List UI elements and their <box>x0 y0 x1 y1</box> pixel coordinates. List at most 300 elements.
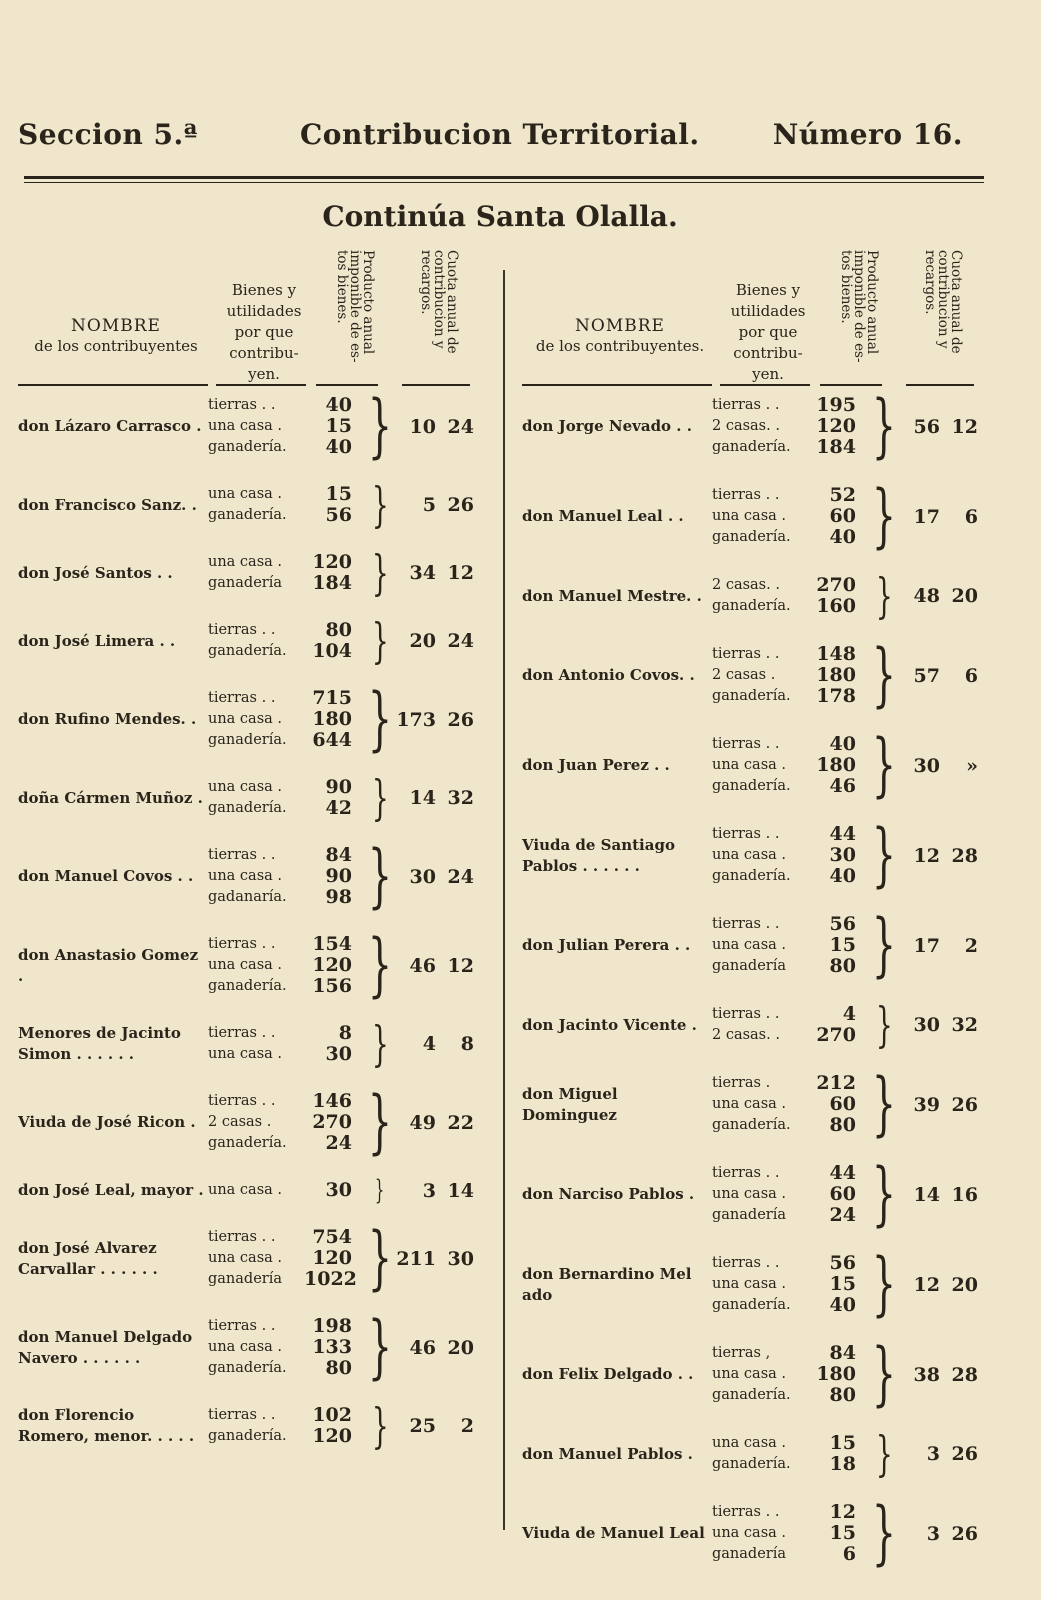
property-label: ganadería. <box>208 1135 287 1151</box>
property-item <box>208 1044 368 1065</box>
product-value: 30 <box>829 844 856 866</box>
property-label: ganadería. <box>712 1297 791 1313</box>
property-item <box>712 1544 872 1565</box>
cuota-reales: 20 <box>409 630 436 652</box>
product-value: 180 <box>816 754 856 776</box>
cuota-reales: 46 <box>409 1336 436 1359</box>
property-label: una casa . <box>208 1046 283 1062</box>
property-label: tierras . . <box>208 936 276 952</box>
property-item <box>208 1405 368 1426</box>
contributor-name: Viuda de Manuel Leal <box>522 1524 705 1542</box>
property-item <box>712 686 872 707</box>
property-item <box>712 506 872 527</box>
product-value: 60 <box>829 505 856 527</box>
cuota-value <box>896 585 978 607</box>
property-items <box>208 1180 368 1201</box>
contributor-name: don Narciso Pablos . <box>522 1185 695 1203</box>
property-item <box>208 688 368 709</box>
cuota-maravedis: 26 <box>951 1093 978 1116</box>
product-value: 133 <box>312 1336 352 1358</box>
product-value: 40 <box>829 526 856 548</box>
brace: } <box>371 545 389 601</box>
entries-list <box>18 386 493 1454</box>
product-value: 754 <box>312 1226 352 1248</box>
property-item <box>712 1004 872 1025</box>
property-item <box>208 955 368 976</box>
property-label: tierras . . <box>208 622 276 638</box>
brace: } <box>875 997 893 1053</box>
property-items <box>208 777 368 819</box>
property-label: ganadería <box>208 575 282 591</box>
contributor-name: don Julian Perera . . <box>522 936 691 954</box>
brace: } <box>875 1426 893 1482</box>
header-cuota: Cuota anual de contribucion y recargos. <box>922 250 964 354</box>
cuota-maravedis: 32 <box>447 787 474 809</box>
cuota-value <box>392 1248 474 1270</box>
product-value: 15 <box>829 1432 856 1454</box>
product-value: 44 <box>829 1162 856 1184</box>
contributor-name: don Jorge Nevado . . <box>522 417 692 435</box>
property-label: ganadería. <box>208 978 287 994</box>
property-item <box>208 505 368 526</box>
contributor-name: don Lázaro Carrasco . <box>18 417 202 435</box>
contributor-name: don José Limera . . <box>18 631 176 650</box>
property-items <box>712 914 872 977</box>
property-label: tierras . . <box>208 397 276 413</box>
header-underline <box>720 384 810 386</box>
property-label: tierras . . <box>208 1318 276 1334</box>
table-row <box>18 613 493 669</box>
brace: } <box>871 725 897 805</box>
table-row <box>522 815 997 895</box>
cuota-maravedis: 24 <box>447 415 474 438</box>
property-label: ganadería. <box>712 688 791 704</box>
property-items <box>712 644 872 707</box>
property-label: una casa . <box>208 418 283 434</box>
right-table <box>522 250 997 1589</box>
product-value: 160 <box>816 595 856 617</box>
cuota-reales: 38 <box>913 1363 940 1386</box>
property-item <box>712 1253 872 1274</box>
property-items <box>712 1253 872 1316</box>
table-row <box>522 905 997 985</box>
property-item <box>712 914 872 935</box>
property-item <box>712 824 872 845</box>
property-label: ganadería. <box>208 643 287 659</box>
cuota-maravedis: 2 <box>460 1415 474 1437</box>
table-row <box>522 1154 997 1234</box>
property-label: ganadería. <box>712 1456 791 1472</box>
brace: } <box>371 613 389 669</box>
cuota-reales: 46 <box>409 954 436 977</box>
header-underline <box>906 384 974 386</box>
product-value: 156 <box>312 975 352 997</box>
cuota-reales: 4 <box>422 1033 436 1055</box>
product-value: 18 <box>829 1453 856 1475</box>
cuota-reales: 3 <box>926 1522 940 1545</box>
contributor-name: Viuda de Santiago Pablos . . . . . . <box>522 835 675 875</box>
cuota-maravedis: 20 <box>951 585 978 607</box>
cuota-value <box>896 1443 978 1465</box>
contributor-name: don Manuel Delgado Navero . . . . . . <box>18 1327 193 1367</box>
product-value: 84 <box>325 844 352 866</box>
property-label: una casa . <box>712 508 787 524</box>
property-items <box>208 1316 368 1379</box>
property-items <box>712 1433 872 1475</box>
property-label: ganadería <box>208 1271 282 1287</box>
table-row <box>522 568 997 624</box>
product-value: 4 <box>842 1003 856 1025</box>
cuota-value <box>896 935 978 957</box>
cuota-maravedis: 2 <box>964 934 978 957</box>
product-value: 102 <box>312 1404 352 1426</box>
table-row <box>18 386 493 466</box>
property-item <box>712 1205 872 1226</box>
property-item <box>712 935 872 956</box>
property-item <box>208 395 368 416</box>
header-underline <box>522 384 712 386</box>
table-row <box>522 1064 997 1144</box>
product-value: 80 <box>829 1114 856 1136</box>
product-value: 80 <box>325 619 352 641</box>
property-label: una casa . <box>712 1366 787 1382</box>
property-item <box>208 1358 368 1379</box>
property-item <box>208 1180 368 1201</box>
cuota-reales: 12 <box>913 1273 940 1296</box>
table-row <box>522 635 997 715</box>
cuota-reales: 5 <box>422 494 436 516</box>
header-name-title: NOMBRE <box>575 316 665 336</box>
property-item <box>208 1337 368 1358</box>
product-value: 40 <box>829 865 856 887</box>
product-value: 30 <box>325 1179 352 1201</box>
cuota-value <box>392 1415 474 1437</box>
product-value: 46 <box>829 775 856 797</box>
contributor-name: don Jacinto Vicente . <box>522 1015 697 1034</box>
product-value: 8 <box>338 1022 352 1044</box>
contributor-name: don Miguel Dominguez <box>522 1084 618 1124</box>
brace: } <box>367 1307 393 1387</box>
table-row <box>522 1493 997 1573</box>
cuota-maravedis: 24 <box>447 630 474 652</box>
property-label: una casa . <box>208 554 283 570</box>
cuota-maravedis: 28 <box>951 844 978 867</box>
cuota-value <box>392 709 474 731</box>
brace: } <box>371 477 389 533</box>
cuota-maravedis: 22 <box>447 1111 474 1134</box>
cuota-maravedis: 12 <box>447 562 474 584</box>
property-item <box>712 1073 872 1094</box>
product-value: 90 <box>325 776 352 798</box>
cuota-value <box>392 562 474 584</box>
cuota-reales: 211 <box>396 1247 436 1270</box>
cuota-maravedis: 6 <box>964 505 978 528</box>
cuota-value <box>392 955 474 977</box>
cuota-maravedis: 12 <box>951 415 978 438</box>
product-value: 56 <box>829 913 856 935</box>
product-value: 120 <box>312 954 352 976</box>
property-item <box>208 777 368 798</box>
property-label: una casa . <box>712 937 787 953</box>
product-value: 198 <box>312 1315 352 1337</box>
cuota-value <box>392 1180 474 1202</box>
contributor-name: don Rufino Mendes. . <box>18 710 197 728</box>
product-value: 15 <box>829 1273 856 1295</box>
table-row <box>18 1307 493 1387</box>
property-item <box>712 485 872 506</box>
header-cuota: Cuota anual de contribucion y recargos. <box>418 250 460 354</box>
property-items <box>208 845 368 908</box>
table-row <box>18 1218 493 1298</box>
property-label: tierras . <box>712 1075 771 1091</box>
table-row <box>18 545 493 601</box>
property-item <box>208 1227 368 1248</box>
brace: } <box>371 770 389 826</box>
cuota-maravedis: 20 <box>951 1273 978 1296</box>
contributor-name: don Antonio Covos. . <box>522 666 695 684</box>
contributor-name: don José Leal, mayor . <box>18 1181 204 1199</box>
property-label: 2 casas . <box>208 1114 272 1130</box>
property-item <box>712 1385 872 1406</box>
product-value: 40 <box>325 436 352 458</box>
header-underline <box>402 384 470 386</box>
property-label: 2 casas. . <box>712 577 780 593</box>
cuota-value <box>896 1274 978 1296</box>
header-underline <box>216 384 306 386</box>
cuota-reales: 14 <box>913 1183 940 1206</box>
property-item <box>208 1316 368 1337</box>
brace: } <box>875 568 893 624</box>
property-label: tierras . . <box>712 1165 780 1181</box>
property-item <box>712 644 872 665</box>
product-value: 15 <box>325 483 352 505</box>
property-label: ganadería. <box>208 732 287 748</box>
table-row <box>522 725 997 805</box>
property-label: 2 casas. . <box>712 1027 780 1043</box>
property-item <box>712 527 872 548</box>
product-value: 40 <box>325 394 352 416</box>
table-row <box>18 1177 493 1204</box>
property-item <box>712 755 872 776</box>
contributor-name: don Manuel Covos . . <box>18 867 194 885</box>
property-item <box>208 1269 368 1290</box>
property-label: ganadería. <box>712 1387 791 1403</box>
property-item <box>208 1023 368 1044</box>
property-item <box>208 484 368 505</box>
product-value: 120 <box>312 1247 352 1269</box>
table-row <box>522 386 997 466</box>
product-value: 146 <box>312 1090 352 1112</box>
brace: } <box>871 815 897 895</box>
product-value: 184 <box>816 436 856 458</box>
cuota-maravedis: » <box>966 754 978 777</box>
brace: } <box>367 1082 393 1162</box>
property-label: ganadería. <box>208 800 287 816</box>
cuota-value <box>896 1094 978 1116</box>
cuota-value <box>896 845 978 867</box>
cuota-value <box>392 416 474 438</box>
property-label: tierras . . <box>208 1229 276 1245</box>
cuota-maravedis: 16 <box>951 1183 978 1206</box>
cuota-value <box>392 866 474 888</box>
product-value: 715 <box>312 687 352 709</box>
brace: } <box>871 1154 897 1234</box>
table-header <box>522 250 997 392</box>
property-items <box>208 1091 368 1154</box>
header-rule <box>24 176 984 179</box>
cuota-maravedis: 26 <box>951 1443 978 1465</box>
table-row <box>522 1334 997 1414</box>
contributor-name: don Felix Delgado . . <box>522 1365 694 1383</box>
cuota-value <box>392 1337 474 1359</box>
cuota-maravedis: 26 <box>447 494 474 516</box>
property-item <box>208 641 368 662</box>
property-label: una casa . <box>208 1250 283 1266</box>
cuota-reales: 30 <box>913 754 940 777</box>
contributor-name: don Florencio Romero, menor. . . . . <box>18 1406 195 1445</box>
cuota-reales: 34 <box>409 562 436 584</box>
cuota-value <box>896 1184 978 1206</box>
property-label: una casa . <box>208 779 283 795</box>
cuota-value <box>392 494 474 516</box>
table-row <box>522 476 997 556</box>
product-value: 120 <box>312 551 352 573</box>
product-value: 154 <box>312 933 352 955</box>
contributor-name: Viuda de José Ricon . <box>18 1113 196 1131</box>
property-label: gadanaría. <box>208 889 287 905</box>
product-value: 180 <box>816 1363 856 1385</box>
property-label: ganadería. <box>208 1360 287 1376</box>
property-items <box>208 1405 368 1447</box>
property-item <box>712 416 872 437</box>
property-items <box>208 552 368 594</box>
property-label: una casa . <box>712 1276 787 1292</box>
property-label: ganadería. <box>208 1428 287 1444</box>
property-label: una casa . <box>208 1182 283 1198</box>
cuota-maravedis: 12 <box>447 954 474 977</box>
product-value: 24 <box>325 1132 352 1154</box>
brace: } <box>371 1398 389 1454</box>
product-value: 270 <box>816 1024 856 1046</box>
brace: } <box>367 386 393 466</box>
property-item <box>712 1433 872 1454</box>
contributor-name: don Anastasio Gomez . <box>18 945 199 985</box>
product-value: 15 <box>829 1522 856 1544</box>
product-value: 98 <box>325 886 352 908</box>
table-row <box>18 1398 493 1454</box>
cuota-value <box>896 1523 978 1545</box>
property-label: una casa . <box>712 847 787 863</box>
property-item <box>712 1343 872 1364</box>
brace: } <box>871 1244 897 1324</box>
table-header <box>18 250 493 392</box>
cuota-value <box>392 1112 474 1134</box>
brace: } <box>367 679 393 759</box>
cuota-value <box>896 1364 978 1386</box>
product-value: 104 <box>312 640 352 662</box>
cuota-reales: 17 <box>913 934 940 957</box>
property-item <box>712 866 872 887</box>
property-items <box>712 1163 872 1226</box>
product-value: 24 <box>829 1204 856 1226</box>
product-value: 56 <box>325 504 352 526</box>
property-items <box>208 1227 368 1290</box>
cuota-value <box>896 416 978 438</box>
column-divider <box>503 270 505 1530</box>
cuota-reales: 49 <box>409 1111 436 1134</box>
property-label: ganadería. <box>712 529 791 545</box>
property-item <box>208 976 368 997</box>
table-row <box>18 679 493 759</box>
product-value: 180 <box>312 708 352 730</box>
cuota-maravedis: 8 <box>460 1033 474 1055</box>
property-label: ganadería <box>712 958 786 974</box>
cuota-value <box>392 787 474 809</box>
product-value: 40 <box>829 733 856 755</box>
property-item <box>712 734 872 755</box>
header-rule-thin <box>24 182 984 183</box>
cuota-maravedis: 28 <box>951 1363 978 1386</box>
cuota-reales: 30 <box>409 865 436 888</box>
brace: } <box>871 1334 897 1414</box>
product-value: 42 <box>325 797 352 819</box>
property-item <box>208 887 368 908</box>
product-value: 80 <box>325 1357 352 1379</box>
property-label: tierras . . <box>712 1006 780 1022</box>
property-item <box>208 552 368 573</box>
brace: } <box>871 476 897 556</box>
header-bienes: Bienes y utilidades por que contribu-yen. <box>730 281 806 383</box>
contributor-name: don Manuel Mestre. . <box>522 586 702 605</box>
cuota-reales: 17 <box>913 505 940 528</box>
property-label: tierras . . <box>208 847 276 863</box>
property-items <box>712 1343 872 1406</box>
property-item <box>208 845 368 866</box>
cuota-value <box>392 630 474 652</box>
cuota-reales: 30 <box>913 1014 940 1036</box>
property-item <box>712 1454 872 1475</box>
cuota-reales: 39 <box>913 1093 940 1116</box>
property-label: ganadería. <box>712 868 791 884</box>
property-item <box>208 620 368 641</box>
cuota-maravedis: 6 <box>964 664 978 687</box>
property-label: tierras . . <box>208 1025 276 1041</box>
cuota-maravedis: 26 <box>951 1522 978 1545</box>
table-row <box>522 997 997 1053</box>
contributor-name: don José Alvarez Carvallar . . . . . . <box>18 1238 158 1278</box>
property-label: tierras , <box>712 1345 771 1361</box>
property-item <box>208 866 368 887</box>
header-producto: Producto anual imponible de es-tos bienes. <box>838 250 880 363</box>
property-label: tierras . . <box>208 1407 276 1423</box>
table-row <box>522 1244 997 1324</box>
property-label: 2 casas. . <box>712 418 780 434</box>
header-name-sub: de los contribuyentes. <box>535 337 705 355</box>
property-label: ganadería. <box>712 1117 791 1133</box>
contributor-name: doña Cármen Muñoz . <box>18 788 203 807</box>
contributor-name: don Juan Perez . . <box>522 756 670 774</box>
property-label: ganadería. <box>712 439 791 455</box>
property-item <box>208 1112 368 1133</box>
table-row <box>18 477 493 533</box>
property-label: tierras . . <box>712 487 780 503</box>
product-value: 90 <box>325 865 352 887</box>
property-label: ganadería <box>712 1207 786 1223</box>
property-label: ganadería. <box>208 507 287 523</box>
property-item <box>712 1295 872 1316</box>
property-items <box>712 1004 872 1046</box>
property-item <box>712 1115 872 1136</box>
